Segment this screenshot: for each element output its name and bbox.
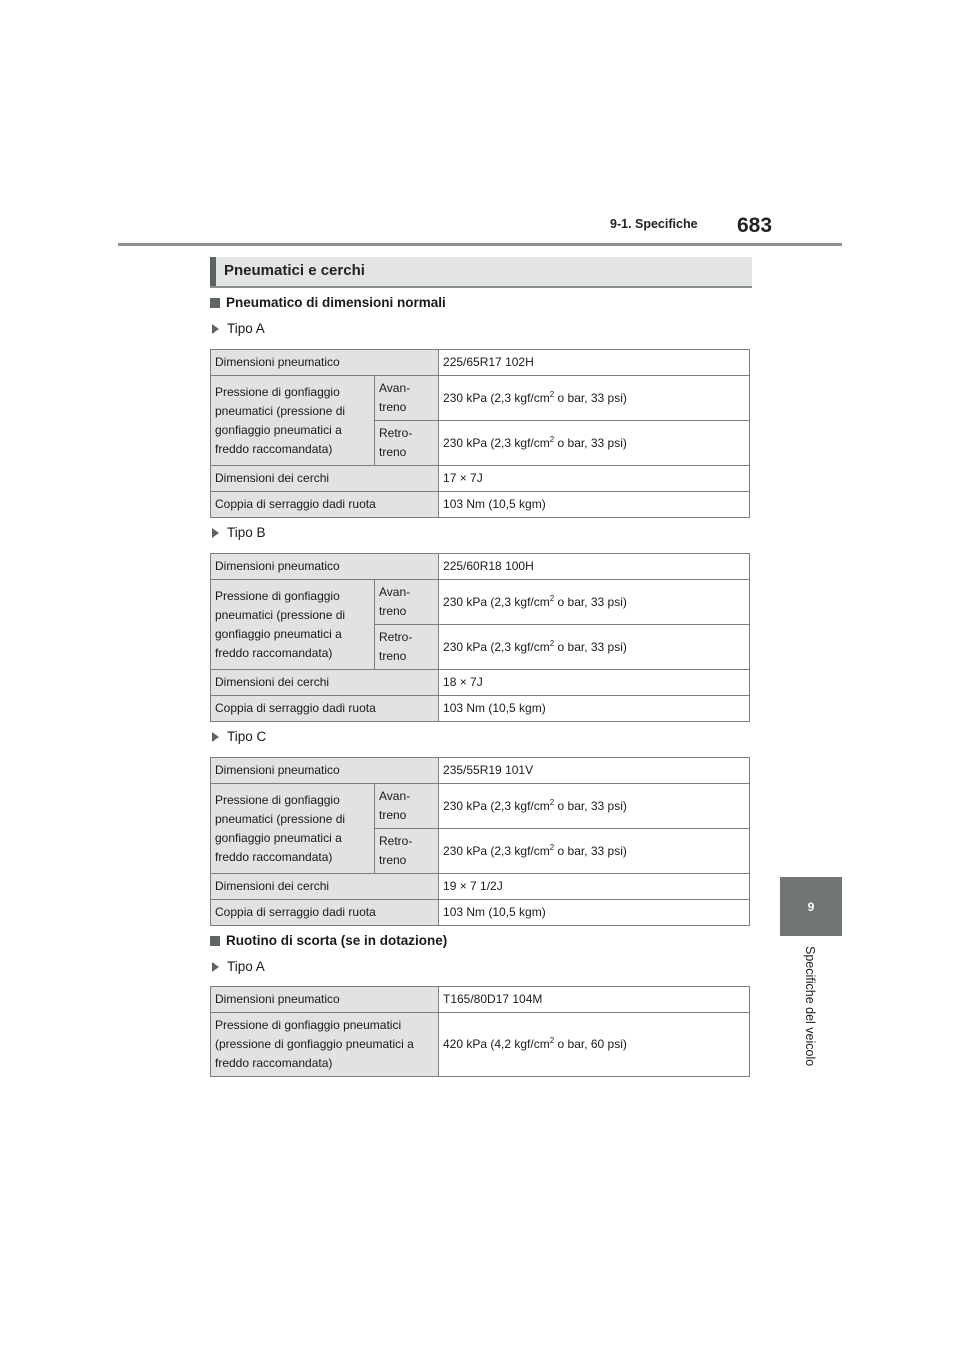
square-bullet-icon [210, 936, 220, 946]
header-section-title: 9-1. Specifiche [610, 217, 698, 231]
page-number: 683 [737, 214, 773, 237]
spec-table [210, 757, 750, 926]
chapter-tab-label: Specifiche del veicolo [803, 946, 817, 1067]
rear-axle-label: Retro-treno [375, 421, 439, 466]
spec-table [210, 553, 750, 722]
table-row [211, 376, 750, 421]
wheel-size-label: Dimensioni dei cerchi [211, 466, 439, 492]
rear-pressure-value: 230 kPa (2,3 kgf/$cm^2$ o bar, 33 psi) [439, 625, 750, 670]
section-heading-text: Pneumatici e cerchi [224, 262, 365, 279]
torque-value: 103 Nm (10,5 kgm) [439, 492, 750, 518]
table-row [211, 758, 750, 784]
spec-table [210, 349, 750, 518]
triangle-bullet-icon [212, 732, 219, 742]
subheading-normal [210, 295, 446, 310]
pressure-label: Pressione di gonfiaggio pneumatici (pressione di gonfiaggio pneumatici a freddo raccomandata) [211, 580, 375, 670]
variant-label-text: Tipo B [227, 525, 266, 540]
torque-value: 103 Nm (10,5 kgm) [439, 900, 750, 926]
subheading-spare [210, 933, 447, 948]
pressure-label: Pressione di gonfiaggio pneumatici (pressione di gonfiaggio pneumatici a freddo raccomandata) [211, 784, 375, 874]
pressure-label: Pressione di gonfiaggio pneumatici (pressione di gonfiaggio pneumatici a freddo raccomandata) [211, 376, 375, 466]
variant-label [212, 959, 265, 974]
tire-size-label: Dimensioni pneumatico [211, 987, 439, 1013]
wheel-size-value: 18 × 7J [439, 670, 750, 696]
spare-spec-table [210, 986, 750, 1077]
wheel-size-value: 19 × 7 1/2J [439, 874, 750, 900]
tire-size-value: 225/65R17 102H [439, 350, 750, 376]
tire-size-value: 225/60R18 100H [439, 554, 750, 580]
table-row [211, 987, 750, 1013]
variant-label [212, 729, 266, 744]
front-pressure-value: 230 kPa (2,3 kgf/$cm^2$ o bar, 33 psi) [439, 580, 750, 625]
torque-value: 103 Nm (10,5 kgm) [439, 696, 750, 722]
triangle-bullet-icon [212, 962, 219, 972]
torque-label: Coppia di serraggio dadi ruota [211, 492, 439, 518]
variant-label-text: Tipo A [227, 959, 265, 974]
variant-label-text: Tipo C [227, 729, 267, 744]
variant-label-text: Tipo A [227, 321, 265, 336]
variant-label [212, 321, 265, 336]
table-row [211, 670, 750, 696]
variant-label [212, 525, 266, 540]
table-row [211, 554, 750, 580]
tire-size-value: 235/55R19 101V [439, 758, 750, 784]
tire-size-value: T165/80D17 104M [439, 987, 750, 1013]
subheading-normal-text: Pneumatico di dimensioni normali [226, 295, 446, 310]
table-row [211, 580, 750, 625]
wheel-size-label: Dimensioni dei cerchi [211, 874, 439, 900]
subheading-spare-text: Ruotino di scorta (se in dotazione) [226, 933, 448, 948]
front-axle-label: Avan-treno [375, 376, 439, 421]
torque-label: Coppia di serraggio dadi ruota [211, 696, 439, 722]
rear-axle-label: Retro-treno [375, 625, 439, 670]
rear-pressure-value: 230 kPa (2,3 kgf/$cm^2$ o bar, 33 psi) [439, 421, 750, 466]
front-axle-label: Avan-treno [375, 784, 439, 829]
table-row [211, 784, 750, 829]
front-pressure-value: 230 kPa (2,3 kgf/$cm^2$ o bar, 33 psi) [439, 784, 750, 829]
rear-axle-label: Retro-treno [375, 829, 439, 874]
tire-size-label: Dimensioni pneumatico [211, 554, 439, 580]
table-row [211, 696, 750, 722]
chapter-tab: 9 [780, 877, 842, 936]
wheel-size-value: 17 × 7J [439, 466, 750, 492]
table-row [211, 874, 750, 900]
front-axle-label: Avan-treno [375, 580, 439, 625]
pressure-value: 420 kPa (4,2 kgf/$cm^2$ o bar, 60 psi) [439, 1013, 750, 1077]
table-row [211, 466, 750, 492]
rear-pressure-value: 230 kPa (2,3 kgf/$cm^2$ o bar, 33 psi) [439, 829, 750, 874]
table-row [211, 350, 750, 376]
tire-size-label: Dimensioni pneumatico [211, 758, 439, 784]
triangle-bullet-icon [212, 324, 219, 334]
table-row [211, 900, 750, 926]
tire-size-label: Dimensioni pneumatico [211, 350, 439, 376]
pressure-label: Pressione di gonfiaggio pneumatici (pressione di gonfiaggio pneumatici a freddo raccomandata) [211, 1013, 439, 1077]
wheel-size-label: Dimensioni dei cerchi [211, 670, 439, 696]
header-divider [118, 243, 842, 246]
front-pressure-value: 230 kPa (2,3 kgf/$cm^2$ o bar, 33 psi) [439, 376, 750, 421]
heading-accent-bar [210, 257, 216, 286]
torque-label: Coppia di serraggio dadi ruota [211, 900, 439, 926]
square-bullet-icon [210, 298, 220, 308]
triangle-bullet-icon [212, 528, 219, 538]
section-heading [210, 257, 752, 288]
table-row [211, 1013, 750, 1077]
table-row [211, 492, 750, 518]
